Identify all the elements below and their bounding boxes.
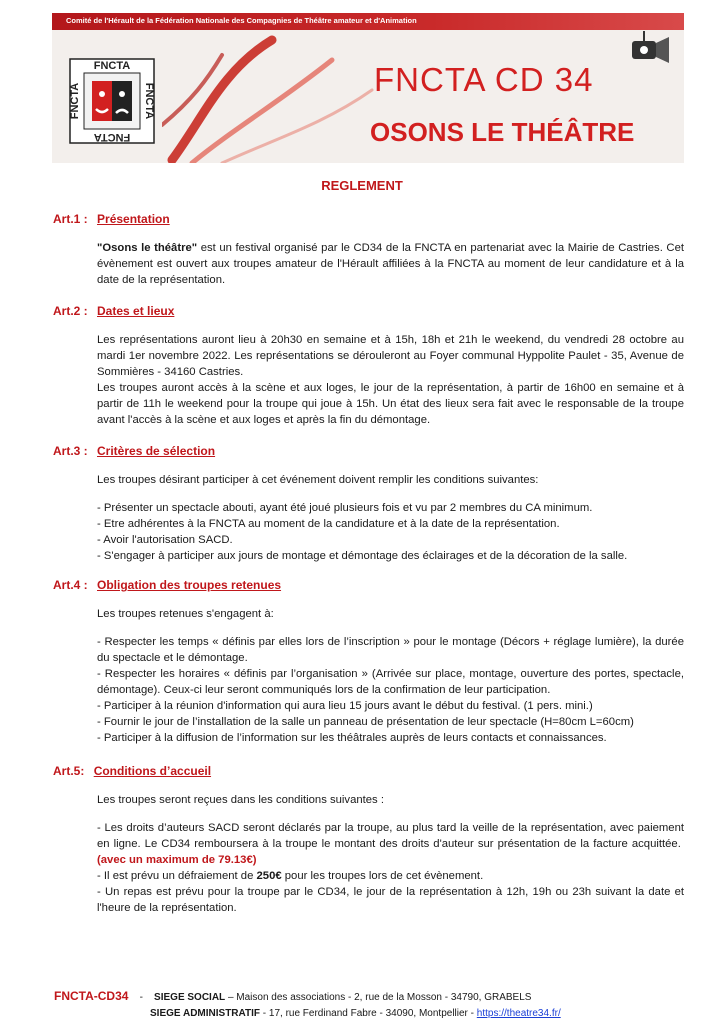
article-number: Art.5: (53, 764, 85, 778)
siege-social-label: SIEGE SOCIAL (154, 992, 226, 1003)
article-number: Art.1 : (53, 212, 88, 226)
article-title: Critères de sélection (97, 444, 216, 458)
defraiement-amount: 250€ (256, 870, 282, 882)
article-3-intro: Les troupes désirant participer à cet événement doivent remplir les conditions suivantes: (97, 474, 539, 486)
article-title: Dates et lieux (97, 304, 175, 318)
article-5-list (97, 820, 684, 916)
footer-dash: - (139, 992, 143, 1003)
list-item: - Etre adhérentes à la FNCTA au moment de la candidature et à la date de la représentation. (97, 518, 560, 530)
website-link[interactable]: https://theatre34.fr/ (476, 1008, 561, 1019)
article-4-list (97, 634, 684, 746)
article-5-heading (53, 764, 211, 778)
logo-text-left: FNCTA (69, 82, 81, 120)
article-1-paragraph (97, 240, 684, 288)
article-3-list (97, 500, 684, 564)
article-3-heading (53, 444, 215, 458)
defraiement-post: pour les troupes lors de cet évènement. (281, 870, 484, 882)
list-item: - Fournir le jour de l’installation de la salle un panneau de présentation de leur spectacle (H=80cm L=60cm) (97, 716, 634, 728)
logo-text-top: FNCTA (93, 60, 131, 72)
article-number: Art.2 : (53, 304, 88, 318)
siege-admin-label: SIEGE ADMINISTRATIF (150, 1008, 260, 1019)
reglement-heading: REGLEMENT (321, 178, 403, 193)
header-strip-text: Comité de l'Hérault de la Fédération Nationale des Compagnies de Théâtre amateur et d'Animation (66, 16, 417, 25)
page-title: FNCTA CD 34 (374, 61, 594, 98)
article-2-paragraph-2: Les troupes auront accès à la scène et aux loges, le jour de la représentation, à partir de 16h00 en semaine et à partir de 11h le weekend pour la troupe qui joue à 15h. Un état des lieux sera fait avec le responsable de la troupe avant l'accès à la scène et aux loges et après la fin du démontage. (97, 382, 684, 426)
sacd-max-amount: (avec un maximum de 79.13€) (97, 854, 257, 866)
page-subtitle: OSONS LE THÉÂTRE (370, 117, 635, 147)
festival-name: "Osons le théâtre" (97, 242, 198, 254)
article-1-heading (53, 212, 170, 226)
list-item: - S'engager à participer aux jours de montage et démontage des éclairages et de la décoration de la salle. (97, 550, 628, 562)
list-item: - Avoir l'autorisation SACD. (97, 534, 233, 546)
defraiement-pre: - Il est prévu un défraiement de (97, 870, 257, 882)
list-item: - Respecter les horaires « définis par l’organisation » (Arrivée sur place, montage, ouverture des portes, spectacle, démontage). Ceux-ci leur seront communiqués lors de la confirmation de leur participation. (97, 668, 684, 696)
article-4-heading (53, 578, 281, 592)
list-item (97, 868, 684, 884)
siege-social-address: – Maison des associations - 2, rue de la Mosson - 34790, GRABELS (225, 992, 532, 1003)
article-number: Art.4 : (53, 578, 88, 592)
sacd-text: - Les droits d’auteurs SACD seront déclarés par la troupe, au plus tard la veille de la représentation, avec paiement en ligne. Le CD34 remboursera à la troupe le montant des droits d'auteur sur présentation de la facture acquittée. (97, 822, 684, 850)
footer-brand: FNCTA-CD34 (54, 989, 129, 1003)
article-title: Présentation (97, 212, 170, 226)
article-1-body (97, 240, 684, 288)
list-item: - Participer à la réunion d'information qui aura lieu 15 jours avant le début du festival. (1 pers. mini.) (97, 700, 593, 712)
article-2-heading (53, 304, 174, 318)
list-item: - Présenter un spectacle abouti, ayant été joué plusieurs fois et vu par 2 membres du CA minimum. (97, 502, 593, 514)
list-item: - Respecter les temps « définis par elles lors de l’inscription » pour le montage (Décors + réglage lumière), la durée du spectacle et le démontage. (97, 636, 684, 664)
article-5-intro: Les troupes seront reçues dans les conditions suivantes : (97, 794, 384, 806)
header-strip (52, 13, 684, 30)
footer-line-1 (54, 989, 531, 1003)
list-item: - Un repas est prévu pour la troupe par le CD34, le jour de la représentation à 12h, 19h ou 23h suivant la date et l'heure de la représentation. (97, 886, 684, 914)
article-2-body (97, 332, 684, 428)
siege-admin-address: - 17, rue Ferdinand Fabre - 34090, Montpellier - (260, 1008, 477, 1019)
article-1-text: est un festival organisé par le CD34 de la FNCTA en partenariat avec la Mairie de Castries. Cet évènement est ouvert aux troupes amateur de l'Hérault affiliées à la FNCTA au moment de leur candidature et à la date de la représentation. (97, 242, 684, 286)
article-number: Art.3 : (53, 444, 88, 458)
fncta-logo (62, 51, 162, 151)
article-title: Conditions d’accueil (93, 764, 212, 778)
footer-line-2 (150, 1008, 561, 1019)
logo-text-bottom: FNCTA (93, 131, 131, 143)
header-banner (52, 13, 684, 163)
list-item: - Participer à la diffusion de l’information sur les théâtrales auprès de leurs contacts et connaissances. (97, 732, 607, 744)
article-4-intro: Les troupes retenues s'engagent à: (97, 608, 274, 620)
logo-text-right: FNCTA (143, 82, 155, 120)
list-item (97, 820, 684, 868)
article-2-paragraph-1: Les représentations auront lieu à 20h30 en semaine et à 15h, 18h et 21h le weekend, du vendredi 28 octobre au mardi 1er novembre 2022. Les représentations se dérouleront au Foyer communal Hyppolite Paulet - 35, Avenue de Sommières - 34160 Castries. (97, 334, 684, 378)
spotlight-icon (614, 31, 674, 71)
article-title: Obligation des troupes retenues (97, 578, 282, 592)
